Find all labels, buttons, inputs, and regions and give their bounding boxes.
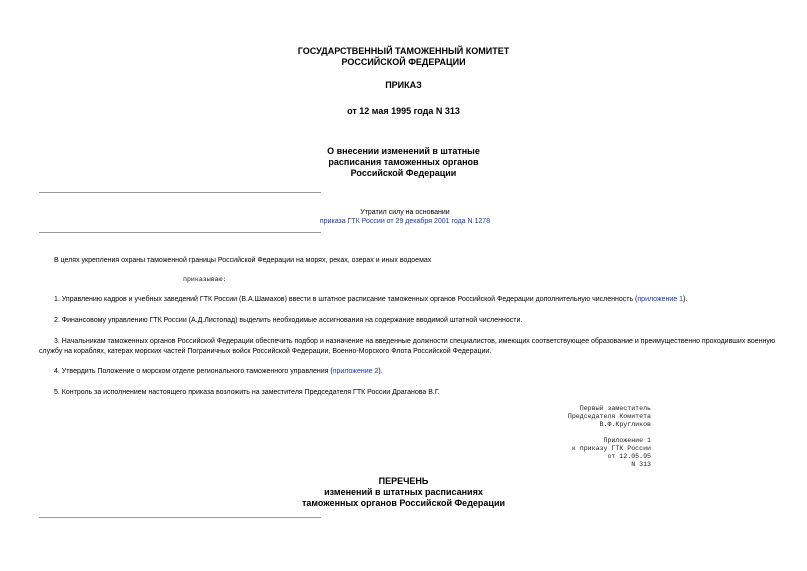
issuer-line-1: ГОСУДАРСТВЕННЫЙ ТАМОЖЕННЫЙ КОМИТЕТ: [297, 46, 510, 56]
issuer-line-2: РОССИЙСКОЙ ФЕДЕРАЦИИ: [341, 57, 466, 67]
paragraph-4: [39, 367, 779, 377]
appendix-block: [500, 437, 651, 469]
paragraph-5: [39, 388, 779, 398]
paragraph-4-text: 4. Утвердить Положение о морском отделе регионального таможенного управления (: [54, 368, 333, 375]
signature-line-3: В.Ф.Кругликов: [599, 421, 651, 428]
appendix-1-link[interactable]: приложение 1: [637, 296, 684, 303]
paragraph-3: [39, 337, 779, 356]
appendix-line-4: N 313: [631, 461, 651, 468]
paragraph-3-text: 3. Начальникам таможенных органов Российской Федерации обеспечить подбор и назначение на введенные должности специалистов, имеющих соответствующее образование и преимущественно проходивших военную службу на кораблях, катерах морских частей Пограничных войск Российской Федерации, Военно-Морского Флота Российской Федерации.: [39, 338, 776, 355]
status-link-wrap: [260, 217, 550, 226]
paragraph-4-end: ).: [378, 368, 383, 375]
paragraph-1-end: ).: [683, 296, 688, 303]
paragraph-1: [39, 295, 779, 305]
list-title: [0, 476, 807, 509]
divider-rule: [39, 517, 321, 518]
list-title-line-3: таможенных органов Российской Федерации: [301, 498, 506, 508]
paragraph-1-text: 1. Управлению кадров и учебных заведений ГТК России (В.А.Шамахов) ввести в штатное расписание таможенных органов Российской Федерации дополнительную численность (: [54, 296, 638, 303]
divider-rule: [39, 232, 321, 233]
appendix-line-2: к приказу ГТК России: [571, 445, 651, 452]
document-date: от 12 мая 1995 года N 313: [347, 106, 460, 116]
paragraph-2-text: 2. Финансовому управлению ГТК России (А.Д.Листопад) выделить необходимые ассигнования на содержание вводимой штатной численности.: [54, 317, 523, 324]
document-type: ПРИКАЗ: [385, 80, 422, 90]
subject-line-1: О внесении изменений в штатные: [327, 146, 480, 156]
subject-line-3: Российской Федерации: [350, 168, 457, 178]
repeal-order-link[interactable]: приказа ГТК России от 29 декабря 2001 года N 1278: [319, 218, 491, 225]
appendix-line-3: от 12.05.95: [607, 453, 651, 460]
intro-text: В целях укрепления охраны таможенной границы Российской Федерации на морях, реках, озерах и иных водоемах: [54, 257, 432, 264]
subject-line-2: расписания таможенных органов: [328, 157, 479, 167]
list-title-line-1: ПЕРЕЧЕНЬ: [378, 476, 429, 486]
signature-block: [500, 405, 651, 429]
document-subject: [0, 146, 807, 179]
signature-line-2: Председателя Комитета: [567, 413, 651, 420]
paragraph-2: [39, 316, 779, 326]
intro-paragraph: [39, 256, 779, 266]
paragraph-5-text: 5. Контроль за исполнением настоящего приказа возложить на заместителя Председателя ГТК России Драганова В.Г.: [54, 389, 440, 396]
status-note: [300, 208, 510, 217]
list-title-line-2: изменений в штатных расписаниях: [324, 487, 483, 497]
order-word: приказываю:: [183, 276, 227, 283]
signature-line-1: Первый заместитель: [579, 405, 651, 412]
appendix-2-link[interactable]: приложение 2: [332, 368, 379, 375]
issuer-title: [0, 46, 807, 68]
divider-rule: [39, 192, 321, 193]
status-text: Утратил силу на основании: [360, 209, 450, 216]
appendix-line-1: Приложение 1: [603, 437, 651, 444]
